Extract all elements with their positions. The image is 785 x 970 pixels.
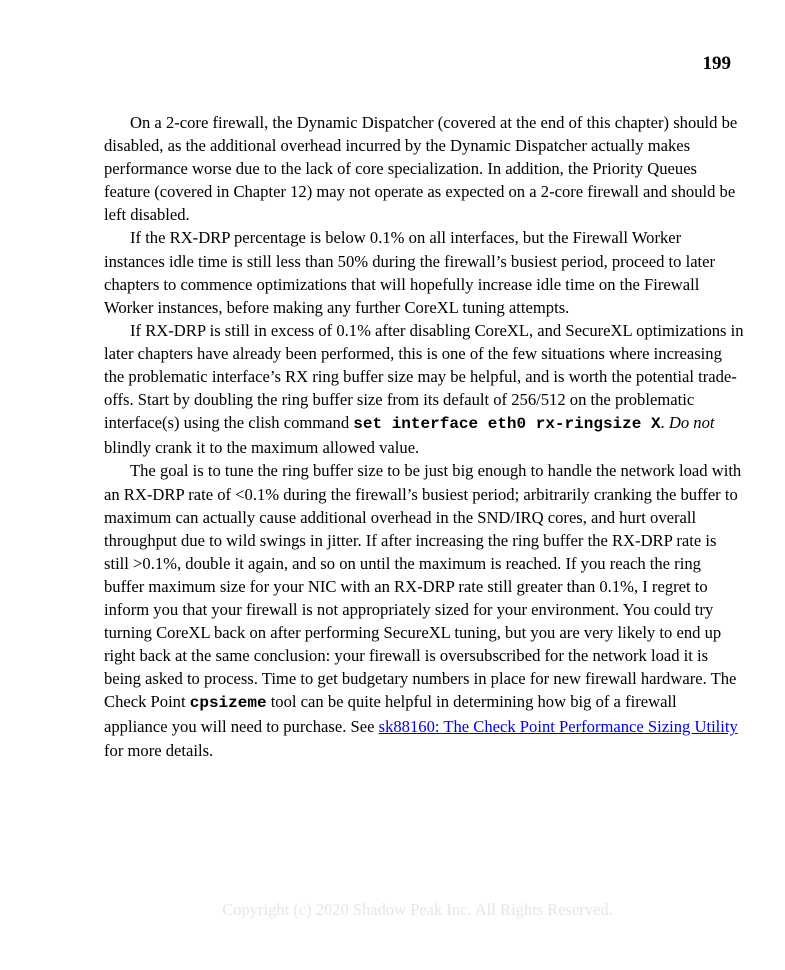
- ring-buffer-text: If RX-DRP is still in excess of 0.1% after disabling CoreXL, and SecureXL optimizations in later chapters have already been performed, this is one of the few situations where increasing the problematic interface’s RX ring buffer size may be helpful, and is worth the potential trade-offs. Start by doubling the ring buffer size from its default of 256/512 on the problematic interface(s) using the clish command: [104, 320, 744, 433]
- tuning-goal-text: The goal is to tune the ring buffer size to be just big enough to handle the network load with an RX-DRP rate of <0.1% during the firewall’s busiest period; arbitrarily cranking the buffer to maximum can actually cause additional overhead in the SND/IRQ cores, and hurt overall throughput due to wild swings in jitter. If after increasing the ring buffer the RX-DRP rate is still >0.1%, double it again, and so on until the maximum is reached. If you reach the ring buffer maximum size for your NIC with an RX-DRP rate still greater than 0.1%, I regret to inform you that your firewall is not appropriately sized for your environment. You could try turning CoreXL back on after performing SecureXL tuning, but you are very likely to end up right back at the same conclusion: your firewall is oversubscribed for the network load it is being asked to process. Time to get budgetary numbers in place for new firewall hardware. The Check Point: [104, 461, 742, 712]
- clish-command: set interface eth0 rx-ringsize X: [353, 415, 661, 434]
- paragraph-tuning-goal: [104, 459, 744, 761]
- tuning-goal-text-end: for more details.: [104, 740, 214, 760]
- paragraph-rx-drp-idle: If the RX-DRP percentage is below 0.1% on all interfaces, but the Firewall Worker instances idle time is still less than 50% during the firewall’s busiest period, proceed to later chapters to commence optimizations that will hopefully increase idle time on the Firewall Worker instances, before making any further CoreXL tuning attempts.: [104, 228, 716, 317]
- emphasis-do-not: Do not: [668, 413, 715, 433]
- paragraph-ring-buffer: [104, 319, 744, 460]
- paragraph-dynamic-dispatcher: On a 2-core firewall, the Dynamic Dispatcher (covered at the end of this chapter) should be disabled, as the additional overhead incurred by the Dynamic Dispatcher actually makes performance worse due to the lack of core specialization. In addition, the Priority Queues feature (covered in Chapter 12) may not operate as expected on a 2-core firewall and should be left disabled.: [104, 113, 738, 225]
- ring-buffer-text-end: blindly crank it to the maximum allowed value.: [104, 438, 420, 458]
- page-number: 199: [702, 53, 731, 74]
- ring-buffer-text-after-command: .: [660, 413, 669, 433]
- cpsizeme-command: cpsizeme: [189, 694, 267, 713]
- sk88160-link[interactable]: sk88160: The Check Point Performance Sizing Utility: [378, 717, 738, 737]
- tuning-goal-text-after-tool: tool can be quite helpful in determining how big of a firewall appliance you will need to purchase. See: [104, 692, 677, 737]
- page-body: [104, 111, 744, 762]
- copyright-footer: Copyright (c) 2020 Shadow Peak Inc. All Rights Reserved.: [222, 900, 613, 919]
